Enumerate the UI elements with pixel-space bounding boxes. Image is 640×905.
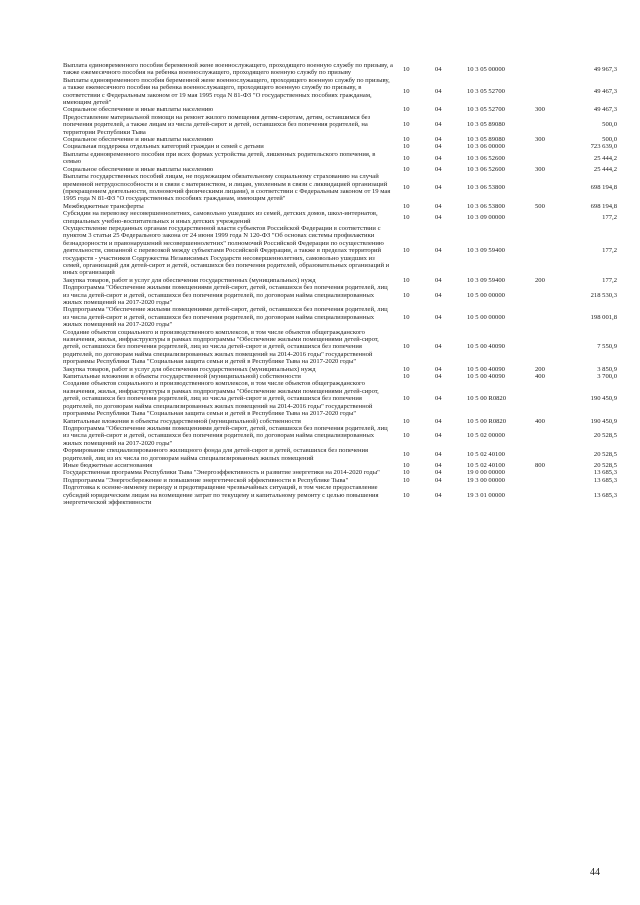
table-row (62, 210, 618, 225)
row-subsection-code: 04 (435, 143, 442, 151)
row-expense-type-code (534, 329, 566, 366)
table-row (62, 373, 618, 380)
row-section-code: 10 (403, 154, 410, 162)
row-description: Подпрограмма "Обеспечение жилыми помещениями детей-сирот, детей, оставшихся без попечения родителей, лиц из числа детей-сирот и детей, оставшихся без попечения родителей, по договорам найма специализированных жилых помещений на 2017-2020 годы" (63, 306, 388, 329)
row-subsection-code: 04 (435, 106, 442, 114)
row-target-article-code: 10 3 09 59400 (467, 276, 505, 284)
table-row (62, 477, 618, 484)
row-description: Формирование специализированного жилищного фонда для детей-сирот и детей, оставшихся без попечения родителей, лиц из их числа по договорам найма специализированных жилых помещений (63, 447, 369, 462)
row-section-code: 10 (403, 343, 410, 351)
row-description: Подпрограмма "Энергосбережение и повышение энергетической эффективности в Республике Тыва" (63, 476, 349, 484)
row-subsection-code: 04 (435, 247, 442, 255)
row-target-article-code: 10 5 00 40090 (467, 365, 505, 373)
row-subsection-code: 04 (435, 165, 442, 173)
row-subsection-code: 04 (435, 432, 442, 440)
row-subsection-code: 04 (435, 313, 442, 321)
row-amount: 13 685,3 (593, 491, 617, 499)
row-amount: 20 528,5 (593, 432, 617, 440)
row-expense-type-code: 300 (535, 165, 545, 173)
table-row (62, 469, 618, 476)
row-description: Иные бюджетные ассигнования (63, 461, 153, 469)
table-row (62, 462, 618, 469)
row-target-article-code: 19 3 01 00000 (467, 491, 505, 499)
row-description: Выплата единовременного пособия беременной жене военнослужащего, проходящего военную службу по призыву, а также ежемесячного пособия на ребенка военнослужащего, проходящего военную службу по призыву (63, 62, 393, 77)
row-description: Государственная программа Республики Тыва "Энергоэффективность и развитие энергетики на 2014-2020 годы" (63, 469, 380, 477)
row-amount: 49 467,3 (593, 87, 617, 95)
row-subsection-code: 04 (435, 154, 442, 162)
row-amount: 190 450,9 (590, 417, 617, 425)
row-description: Выплаты единовременного пособия при всех формах устройства детей, лишенных родительского попечения, в семью (63, 150, 376, 166)
row-expense-type-code (534, 151, 566, 166)
row-target-article-code: 10 3 06 53800 (467, 202, 505, 210)
row-subsection-code: 04 (435, 395, 442, 403)
row-description: Капитальные вложения в объекты государственной (муниципальной) собственности (63, 417, 301, 425)
row-amount: 198 001,8 (590, 313, 617, 321)
row-target-article-code: 10 5 00 R0820 (467, 417, 507, 425)
row-target-article-code: 10 3 05 00000 (467, 65, 505, 73)
row-section-code: 10 (403, 247, 410, 255)
row-section-code: 10 (403, 373, 410, 381)
row-amount: 190 450,9 (590, 395, 617, 403)
row-subsection-code: 04 (435, 213, 442, 221)
row-expense-type-code: 400 (535, 373, 545, 381)
row-amount: 49 467,3 (593, 106, 617, 114)
row-description: Подпрограмма "Обеспечение жилыми помещениями детей-сирот, детей, оставшихся без попечения родителей, лиц из числа детей-сирот и детей, оставшихся без попечения родителей, по договорам найма специализированных жилых помещений на 2017-2020 годы" (63, 284, 388, 306)
row-amount: 7 550,9 (597, 343, 617, 351)
row-expense-type-code: 300 (535, 106, 545, 114)
row-amount: 177,2 (602, 276, 617, 284)
row-expense-type-code (534, 484, 566, 506)
row-subsection-code: 04 (435, 461, 442, 469)
row-section-code: 10 (403, 365, 410, 373)
table-row (62, 380, 618, 417)
table-row (62, 77, 618, 107)
row-expense-type-code (534, 77, 566, 107)
table-row (62, 425, 618, 447)
row-amount: 177,2 (602, 213, 617, 221)
row-subsection-code: 04 (435, 202, 442, 210)
table-row (62, 166, 618, 173)
row-section-code: 10 (403, 165, 410, 173)
row-section-code: 10 (403, 461, 410, 469)
table-row (62, 447, 618, 462)
row-expense-type-code: 200 (535, 365, 545, 373)
row-section-code: 10 (403, 276, 410, 284)
row-subsection-code: 04 (435, 365, 442, 373)
row-expense-type-code: 500 (535, 202, 545, 210)
row-section-code: 10 (403, 65, 410, 73)
row-target-article-code: 10 5 02 40100 (467, 450, 505, 458)
row-amount: 698 194,8 (590, 202, 617, 210)
row-expense-type-code (534, 225, 566, 277)
row-section-code: 10 (403, 491, 410, 499)
table-row (62, 284, 618, 306)
row-section-code: 10 (403, 476, 410, 484)
row-description: Межбюджетные трансферты (63, 202, 144, 210)
row-section-code: 10 (403, 87, 410, 95)
row-expense-type-code: 400 (535, 417, 545, 425)
row-target-article-code: 10 3 05 52700 (467, 87, 505, 95)
row-section-code: 10 (403, 395, 410, 403)
row-description: Социальная поддержка отдельных категорий граждан и семей с детьми (63, 143, 264, 151)
row-target-article-code: 10 5 00 R0820 (467, 395, 507, 403)
row-description: Создание объектов социального и производственного комплексов, в том числе объектов общегражданского назначения, жилья, инфраструктуры в рамках подпрограммы "Обеспечение жилыми помещениями детей-сирот, детей, оставшихся без попечения родителей, лиц из числа детей-сирот и детей, оставшихся без попечения родителей, по договорам найма специализированных жилых помещений на 2014-2016 годы" государственной программы Республики Тыва "Социальная защита семьи и детей в Республике Тыва на 2017-2020 годы" (63, 328, 379, 366)
table-row (62, 277, 618, 284)
table-row (62, 173, 618, 203)
row-expense-type-code (534, 477, 566, 484)
row-target-article-code: 10 3 05 89080 (467, 121, 505, 129)
row-section-code: 10 (403, 184, 410, 192)
row-subsection-code: 04 (435, 87, 442, 95)
table-row (62, 62, 618, 77)
row-subsection-code: 04 (435, 373, 442, 381)
row-description: Выплаты государственных пособий лицам, не подлежащим обязательному социальному страхованию на случай временной нетрудоспособности и в связи с материнством, и лицам, уволенным в связи с ликвидацией организаций (прекращением деятельности, полномочий физическими лицами), в соответствии с Федеральным законом от 19 мая 1995 года N 81-ФЗ "О государственных пособиях гражданам, имеющим детей" (63, 173, 391, 203)
row-description: Подпрограмма "Обеспечение жилыми помещениями детей-сирот, детей, оставшихся без попечения родителей, лиц из числа детей-сирот и детей, оставшихся без попечения родителей, по договорам найма специализированных жилых помещений на 2017-2020 годы" (63, 424, 388, 447)
table-row (62, 418, 618, 425)
row-expense-type-code (534, 173, 566, 203)
row-expense-type-code (534, 284, 566, 306)
row-section-code: 10 (403, 202, 410, 210)
row-expense-type-code (534, 143, 566, 150)
row-target-article-code: 10 3 06 00000 (467, 143, 505, 151)
row-amount: 218 530,3 (590, 291, 617, 299)
row-description: Осуществление переданных органам государственной власти субъектов Российской Федерации в соответствии с пунктом 3 статьи 25 Федерального закона от 24 июня 1999 года N 120-ФЗ "Об основах системы профилактики безнадзорности и правонарушений несовершеннолетних" полномочий Российской Федерации по осуществлению деятельности, связанной с перевозкой между субъектами Российской Федерации, а также в пределах территорий государств - участников Содружества Независимых Государств несовершеннолетних, самовольно ушедших из семей, организаций для детей-сирот и детей, оставшихся без попечения родителей, образовательных организаций и иных организаций (63, 224, 390, 277)
row-expense-type-code (534, 114, 566, 136)
row-amount: 500,0 (602, 136, 617, 144)
table-row (62, 106, 618, 113)
row-target-article-code: 10 5 00 40090 (467, 373, 505, 381)
row-section-code: 10 (403, 213, 410, 221)
row-description: Выплаты единовременного пособия беременной жене военнослужащего, проходящего военную службу по призыву, а также ежемесячного пособия на ребенка военнослужащего, проходящего военную службу по призыву, в соответствии с Федеральным законом от 19 мая 1995 года N 81-ФЗ "О государственных пособиях гражданам, имеющим детей" (63, 76, 390, 107)
row-expense-type-code (534, 447, 566, 462)
row-description: Социальное обеспечение и иные выплаты населению (63, 165, 214, 173)
row-subsection-code: 04 (435, 450, 442, 458)
row-subsection-code: 04 (435, 491, 442, 499)
row-section-code: 10 (403, 143, 410, 151)
row-target-article-code: 10 5 00 40090 (467, 343, 505, 351)
table-row (62, 306, 618, 328)
table-row (62, 151, 618, 166)
table-row (62, 366, 618, 373)
row-target-article-code: 10 3 06 53800 (467, 184, 505, 192)
row-subsection-code: 04 (435, 469, 442, 477)
row-subsection-code: 04 (435, 184, 442, 192)
row-target-article-code: 10 3 09 00000 (467, 213, 505, 221)
table-row (62, 143, 618, 150)
row-amount: 25 444,2 (593, 165, 617, 173)
row-amount: 723 639,0 (590, 143, 617, 151)
row-section-code: 10 (403, 136, 410, 144)
row-subsection-code: 04 (435, 417, 442, 425)
row-target-article-code: 10 3 06 52600 (467, 165, 505, 173)
row-expense-type-code (534, 306, 566, 328)
row-expense-type-code (534, 62, 566, 77)
row-description: Социальное обеспечение и иные выплаты населению (63, 106, 214, 114)
row-section-code: 10 (403, 121, 410, 129)
row-target-article-code: 10 3 05 89080 (467, 136, 505, 144)
row-subsection-code: 04 (435, 291, 442, 299)
row-description: Подготовка к осенне-зимнему периоду и предотвращение чрезвычайных ситуаций, в том числе предоставление субсидий юридическим лицам на возмещение затрат по текущему и капитальному ремонту с целью повышения энергетической эффективности (63, 484, 379, 506)
table-row (62, 329, 618, 366)
row-section-code: 10 (403, 469, 410, 477)
row-expense-type-code: 200 (535, 276, 545, 284)
row-description: Предоставление материальной помощи на ремонт жилого помещения детям-сиротам, детям, оставшимся без попечения родителей, а также лицам из числа детей-сирот и детей, оставшихся без попечения родителей, на территории Республики Тыва (63, 113, 371, 136)
row-expense-type-code: 800 (535, 461, 545, 469)
row-target-article-code: 10 5 00 00000 (467, 313, 505, 321)
row-amount: 25 444,2 (593, 154, 617, 162)
row-description: Закупка товаров, работ и услуг для обеспечения государственных (муниципальных) нужд (63, 276, 316, 284)
row-amount: 3 700,0 (597, 373, 617, 381)
row-target-article-code: 10 5 00 00000 (467, 291, 505, 299)
row-amount: 177,2 (602, 247, 617, 255)
row-section-code: 10 (403, 313, 410, 321)
row-subsection-code: 04 (435, 343, 442, 351)
row-target-article-code: 10 3 05 52700 (467, 106, 505, 114)
row-target-article-code: 10 3 06 52600 (467, 154, 505, 162)
row-description: Создание объектов социального и производственного комплексов, в том числе объектов общегражданского назначения, жилья, инфраструктуры в рамках подпрограммы "Обеспечение жилыми помещениями детей-сирот, детей, оставшихся без попечения родителей, лиц из числа детей-сирот и детей, оставшихся без попечения родителей, по договорам найма специализированных жилых помещений на 2014-2016 годы" государственной программы Республики Тыва "Социальная защита семьи и детей в Республике Тыва на 2017-2020 годы" (63, 380, 379, 418)
row-expense-type-code: 300 (535, 136, 545, 144)
page-number: 44 (590, 867, 600, 878)
row-section-code: 10 (403, 432, 410, 440)
row-subsection-code: 04 (435, 276, 442, 284)
row-description: Социальное обеспечение и иные выплаты населению (63, 136, 214, 144)
row-target-article-code: 10 5 02 40100 (467, 461, 505, 469)
row-description: Закупка товаров, работ и услуг для обеспечения государственных (муниципальных) нужд (63, 365, 316, 373)
row-subsection-code: 04 (435, 136, 442, 144)
row-target-article-code: 19 0 00 00000 (467, 469, 505, 477)
budget-table (62, 62, 618, 506)
row-section-code: 10 (403, 417, 410, 425)
row-description: Субсидии на перевозку несовершеннолетних, самовольно ушедших из семей, детских домов, школ-интернатов, специальных учебно-воспитательных и иных детских учреждений (63, 210, 378, 225)
row-expense-type-code (534, 425, 566, 447)
row-amount: 20 528,5 (593, 461, 617, 469)
row-subsection-code: 04 (435, 121, 442, 129)
row-section-code: 10 (403, 291, 410, 299)
row-amount: 500,0 (602, 121, 617, 129)
row-expense-type-code (534, 380, 566, 417)
row-target-article-code: 10 5 02 00000 (467, 432, 505, 440)
row-amount: 3 850,9 (597, 365, 617, 373)
row-target-article-code: 10 3 09 59400 (467, 247, 505, 255)
row-subsection-code: 04 (435, 65, 442, 73)
table-row (62, 114, 618, 136)
row-section-code: 10 (403, 450, 410, 458)
budget-table-body (62, 62, 618, 506)
row-subsection-code: 04 (435, 476, 442, 484)
row-amount: 49 967,3 (593, 65, 617, 73)
row-amount: 698 194,8 (590, 184, 617, 192)
table-row (62, 136, 618, 143)
row-amount: 20 528,5 (593, 450, 617, 458)
row-section-code: 10 (403, 106, 410, 114)
row-expense-type-code (534, 469, 566, 476)
row-description: Капитальные вложения в объекты государственной (муниципальной) собственности (63, 373, 301, 381)
table-row (62, 484, 618, 506)
row-expense-type-code (534, 210, 566, 225)
table-row (62, 225, 618, 277)
row-amount: 13 685,3 (593, 469, 617, 477)
row-target-article-code: 19 3 00 00000 (467, 476, 505, 484)
row-amount: 13 685,3 (593, 476, 617, 484)
table-row (62, 203, 618, 210)
